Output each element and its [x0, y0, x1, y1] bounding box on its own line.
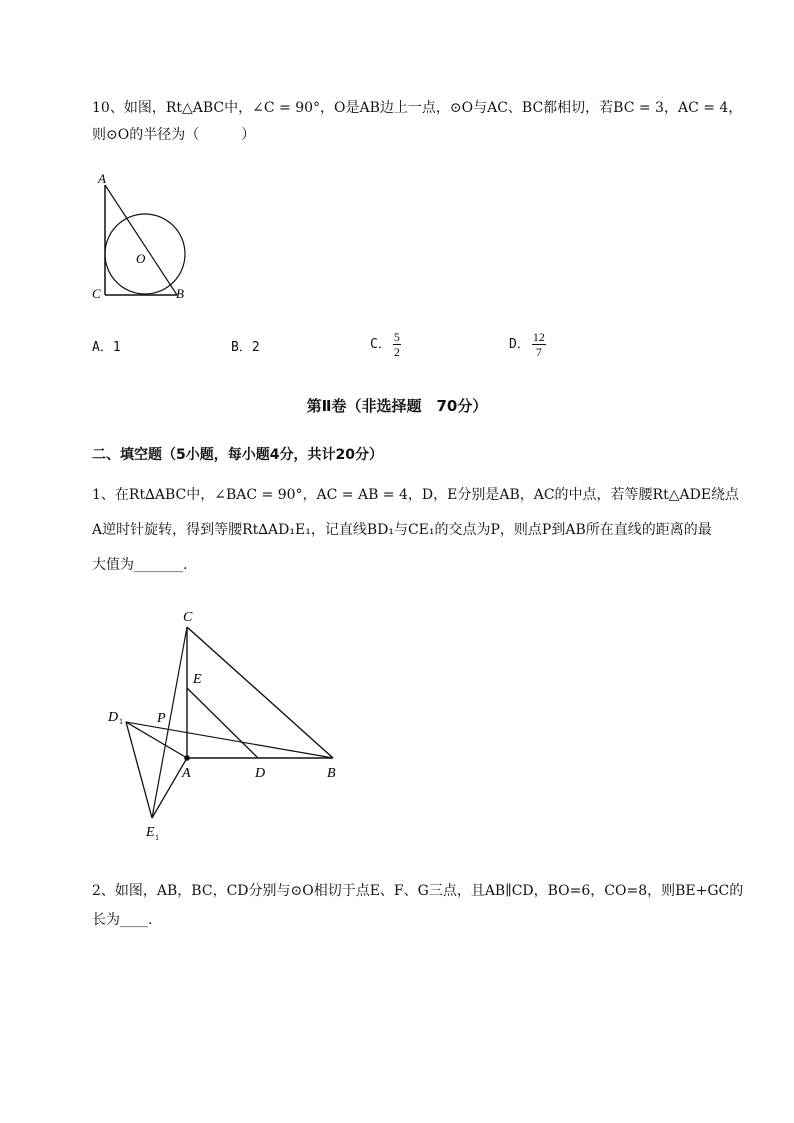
q10-label-b: B: [176, 286, 184, 301]
fill1-label-d1: D: [108, 710, 119, 725]
q10-label-a: A: [98, 171, 106, 186]
q10-label-o: O: [136, 251, 146, 266]
fill1-label-d: D: [255, 766, 266, 781]
q10-option-d: [509, 330, 546, 359]
q10-option-c-fraction: [393, 330, 401, 359]
fill1-text-line2: A逆时针旋转，得到等腰Rt∆AD₁E₁，记直线BD₁与CE₁的交点为P，则点P到AB所在直线的距离的最: [92, 522, 712, 538]
fill1-segment-d1e1: [126, 722, 152, 818]
q10-option-d-den: 7: [535, 345, 542, 359]
fill1-label-e: E: [193, 672, 202, 687]
q10-option-d-prefix: D．: [509, 337, 530, 352]
fill1-text-line3: 大值为_______.: [92, 557, 188, 573]
part2-title: 第Ⅱ卷（非选择题 70分）: [306, 397, 488, 415]
q10-figure: [85, 170, 205, 305]
q10-option-c-prefix: C．: [370, 337, 391, 352]
q10-option-d-fraction: [532, 330, 546, 359]
fill1-label-e1: E: [146, 825, 155, 840]
fill1-label-d1-sub: 1: [119, 717, 123, 726]
section2-heading: 二、填空题（5小题，每小题4分，共计20分）: [92, 447, 383, 463]
q10-option-b: B．2: [231, 340, 260, 355]
fill1-label-b: B: [327, 766, 336, 781]
fill1-segment-cb: [187, 627, 333, 758]
fill2-text-line1: 2、如图，AB，BC，CD分别与⊙O相切于点E、F、G三点，且AB∥CD，BO=6，CO=8，则BE+GC的: [92, 883, 744, 899]
q10-text-line1: 10、如图，Rt△ABC中，∠C = 90°，O是AB边上一点，⊙O与AC、BC都相切，若BC = 3，AC = 4，: [92, 100, 743, 116]
q10-text-line2: 则⊙O的半径为（ ）: [92, 127, 256, 143]
q10-label-c: C: [92, 286, 101, 301]
fill1-label-a: A: [182, 766, 191, 781]
fill1-label-e1-sub: 1: [155, 833, 159, 842]
q10-option-c: [370, 330, 401, 359]
fill1-figure: [100, 600, 350, 855]
q10-option-a: A．1: [92, 340, 121, 355]
q10-side-ab: [105, 185, 177, 295]
fill1-label-c: C: [183, 610, 193, 625]
fill1-point-a: [184, 755, 190, 761]
q10-option-d-num: 12: [532, 330, 545, 344]
q10-option-c-den: 2: [393, 345, 400, 359]
q10-option-c-num: 5: [393, 330, 400, 344]
fill1-text-line1: 1、在Rt∆ABC中，∠BAC = 90°，AC = AB = 4，D，E分别是AB，AC的中点，若等腰Rt△ADE绕点: [92, 487, 740, 503]
fill1-label-p: P: [157, 711, 166, 726]
fill2-text-line2: 长为____.: [92, 912, 153, 928]
fill1-segment-ed: [187, 688, 258, 758]
